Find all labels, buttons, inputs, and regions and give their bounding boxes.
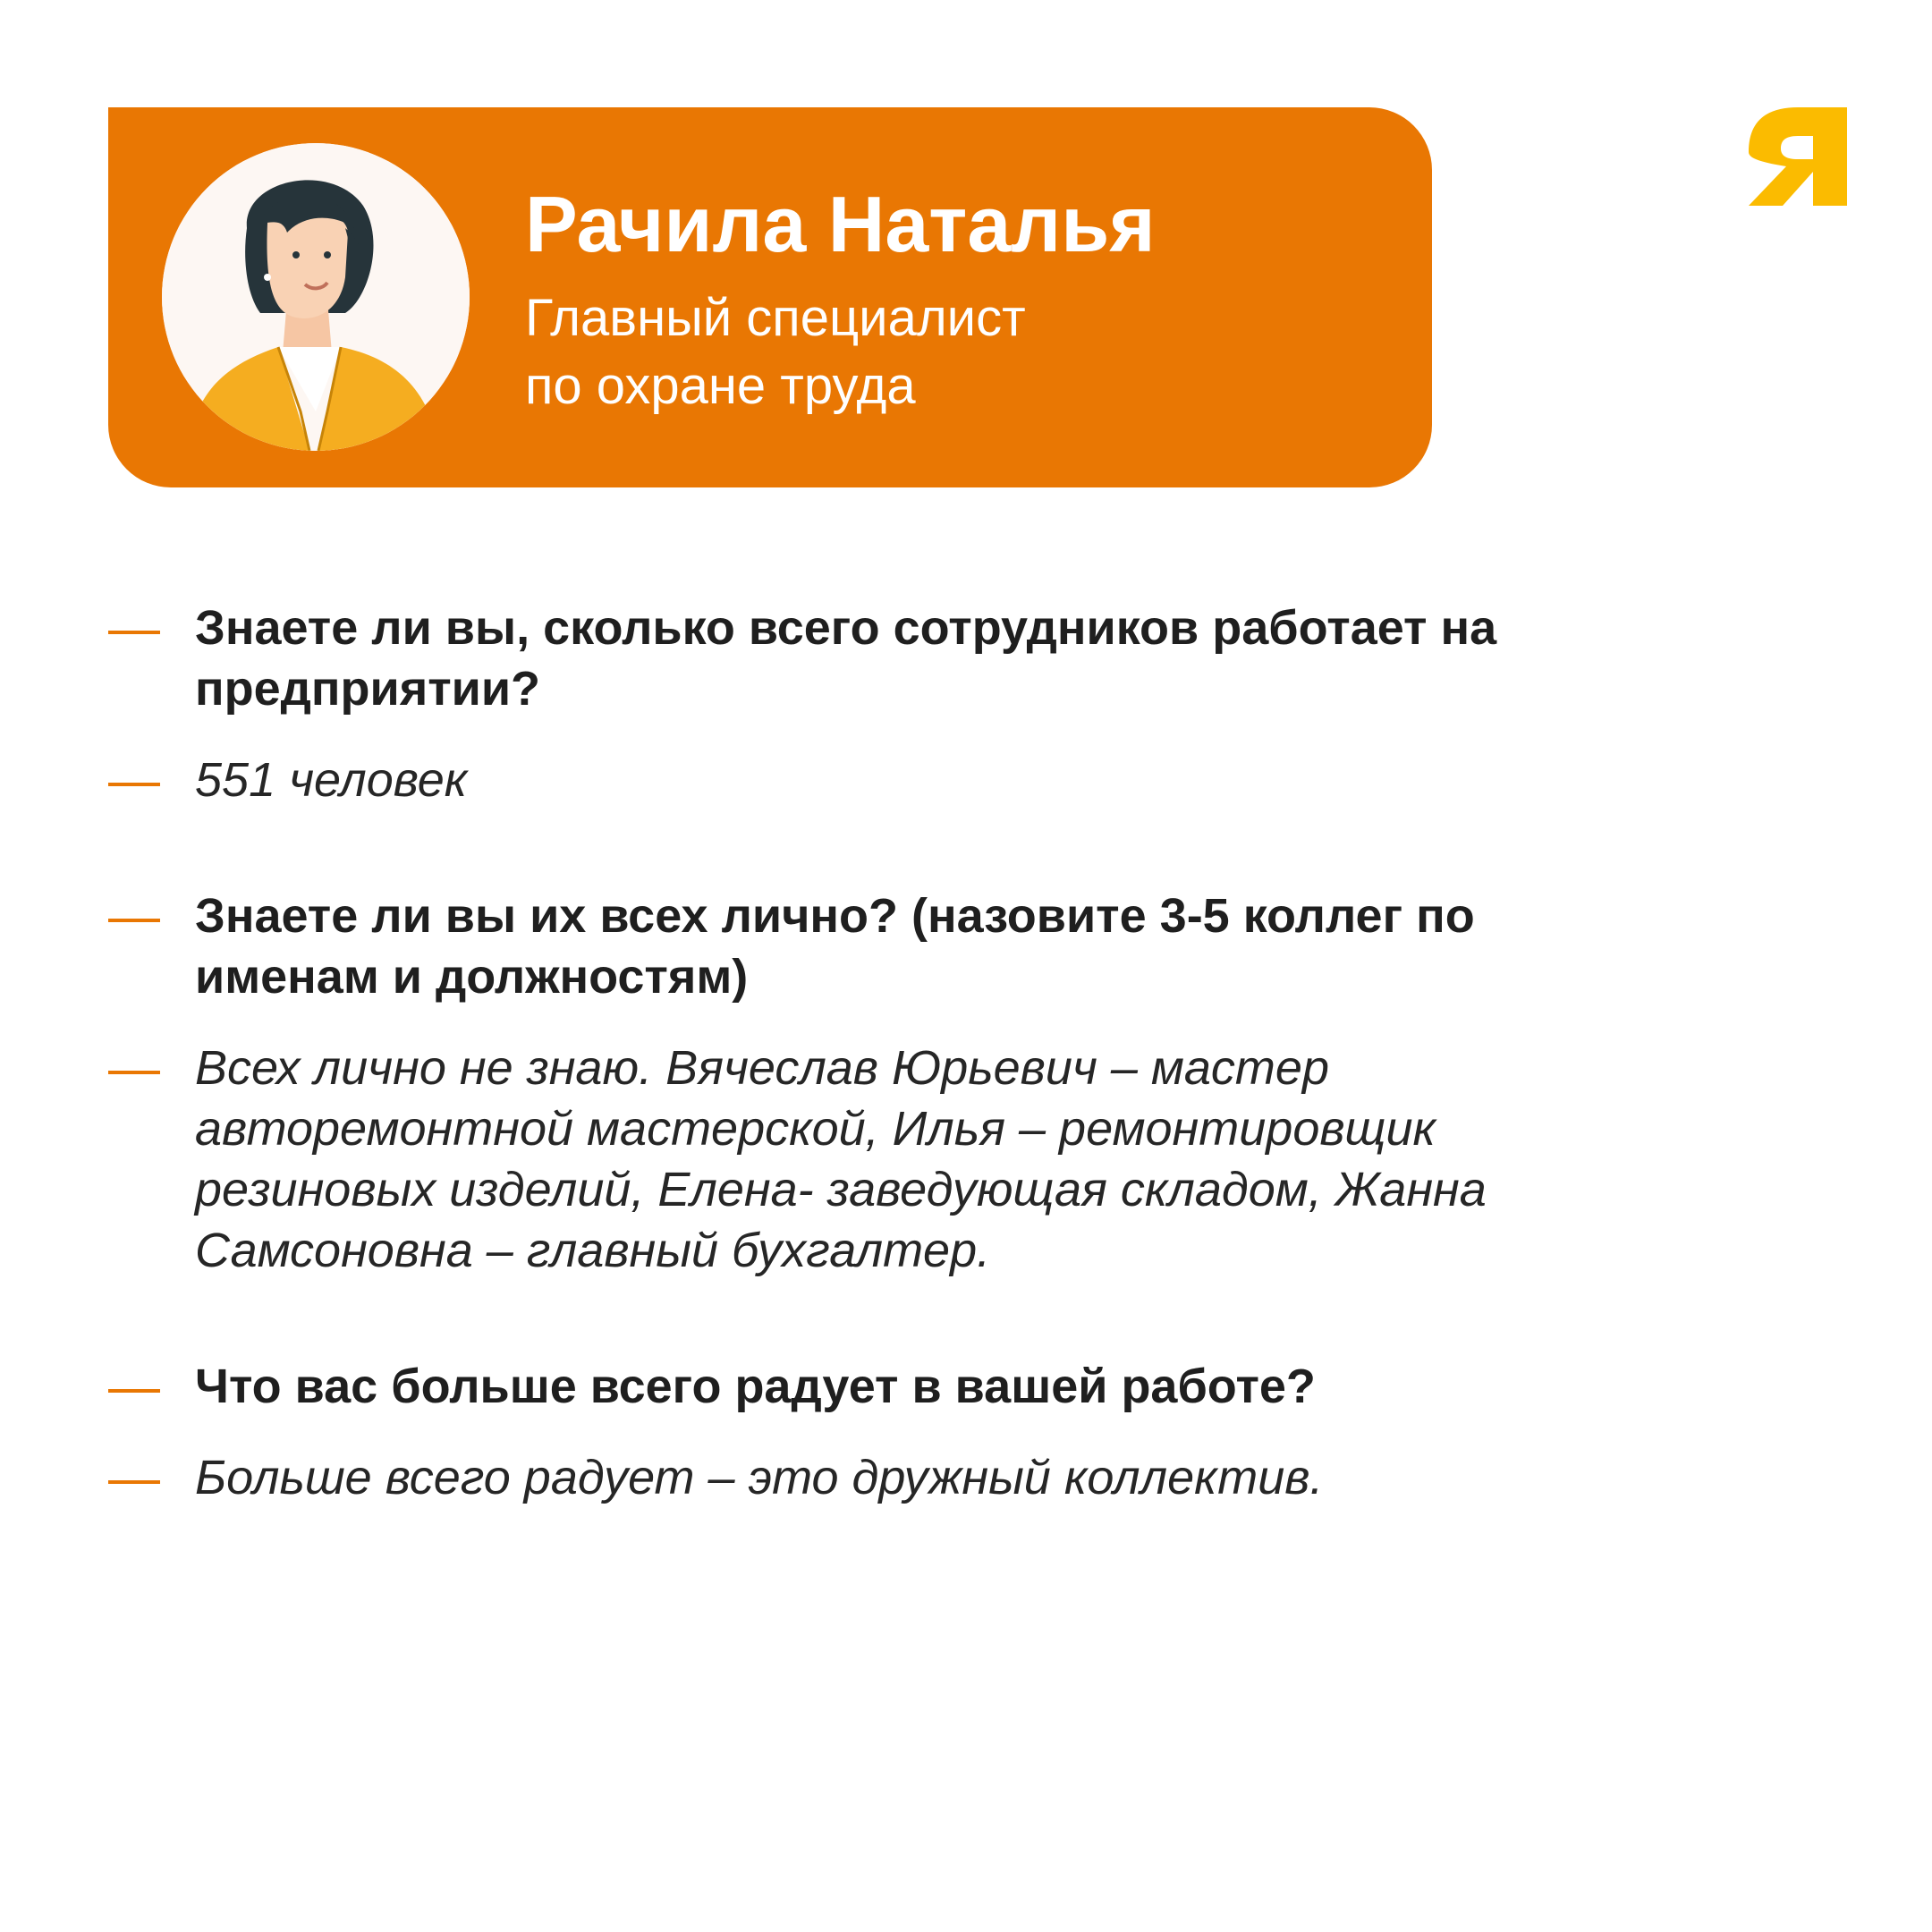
question-row: [108, 886, 1700, 1007]
answer-row: [108, 1447, 1700, 1508]
profile-card: [108, 107, 1432, 487]
person-role-line: по охране труда: [525, 357, 916, 415]
question-text: Что вас больше всего радует в вашей работе?: [195, 1360, 1316, 1413]
person-name: Рачила Наталья: [525, 180, 1156, 268]
answer-row: [108, 750, 1700, 810]
avatar: [162, 143, 470, 451]
person-role: [525, 284, 1330, 420]
dash-icon: [108, 783, 160, 786]
qa-list: [108, 597, 1700, 1583]
dash-icon: [108, 1480, 160, 1484]
question-text: Знаете ли вы их всех лично? (назовите 3-5 коллег по именам и должностям): [195, 889, 1475, 1004]
qa-item: [108, 1356, 1700, 1508]
qa-item: [108, 597, 1700, 810]
qa-item: [108, 886, 1700, 1281]
dash-icon: [108, 919, 160, 922]
answer-text: 551 человек: [195, 753, 468, 807]
dash-icon: [108, 631, 160, 634]
answer-text: Всех лично не знаю. Вячеслав Юрьевич – мастер авторемонтной мастерской, Илья – ремонтировщик резиновых изделий, Елена- заведующая складом, Жанна Самсоновна – главный бухгалтер.: [195, 1041, 1487, 1277]
dash-icon: [108, 1071, 160, 1074]
question-row: [108, 1356, 1700, 1417]
dash-icon: [108, 1389, 160, 1393]
woman-portrait-icon: [162, 143, 470, 451]
person-role-line: Главный специалист: [525, 289, 1026, 347]
answer-row: [108, 1038, 1700, 1281]
question-text: Знаете ли вы, сколько всего сотрудников работает на предприятии?: [195, 601, 1497, 716]
answer-text: Больше всего радует – это дружный коллектив.: [195, 1451, 1324, 1504]
question-row: [108, 597, 1700, 719]
ya-logo-icon: [1749, 107, 1847, 206]
